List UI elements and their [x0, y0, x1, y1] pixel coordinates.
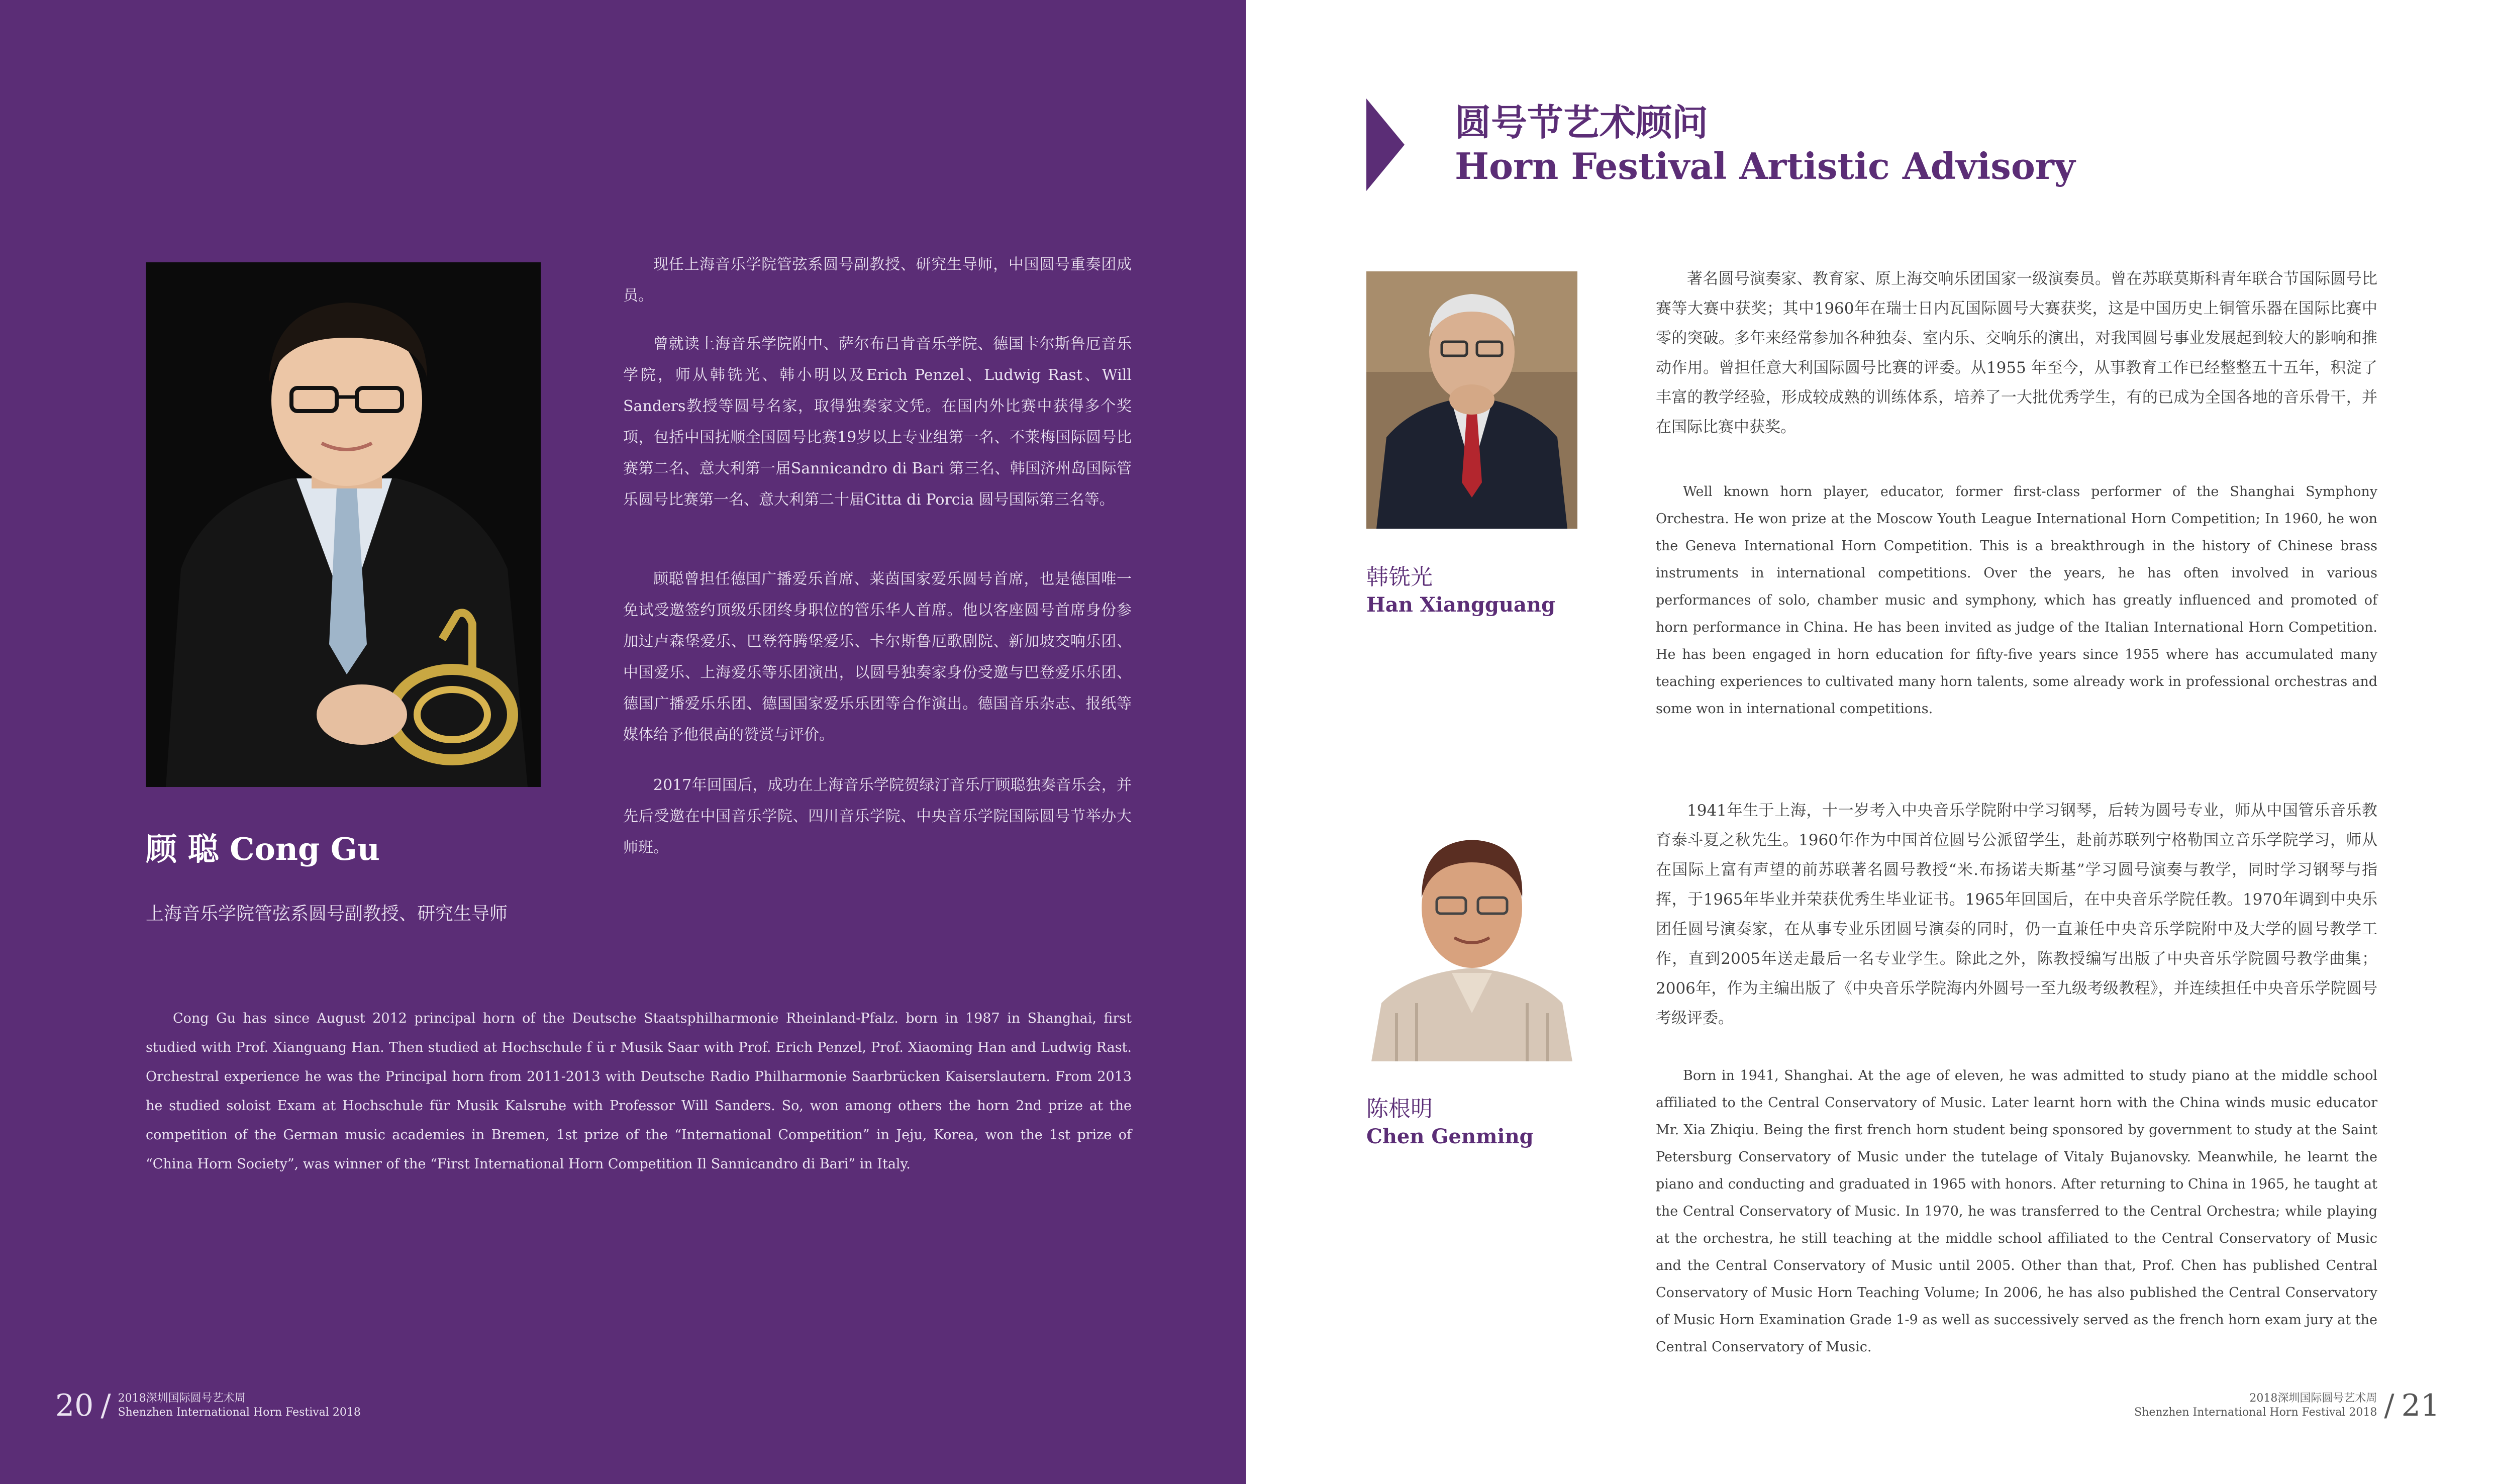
han-xiangguang-cn-paragraph: 著名圆号演奏家、教育家、原上海交响乐团国家一级演奏员。曾在苏联莫斯科青年联合节国际圆号比赛等大赛中获奖；其中1960年在瑞士日内瓦国际圆号大赛获奖，这是中国历史上铜管乐器在国际比赛中零的突破。多年来经常参加各种独奏、室内乐、交响乐的演出，对我国圆号事业发展起到较大的影响和推动作用。曾担任意大利国际圆号比赛的评委。从1955 年至今，从事教育工作已经整整五十五年，积淀了丰富的教学经验，形成较成熟的训练体系，培养了一大批优秀学生，有的已成为全国各地的音乐骨干，并在国际比赛中获奖。 [1656, 270, 2377, 436]
folio-slash: / [101, 1388, 111, 1423]
triangle-arrow-icon [1366, 98, 1405, 191]
cong-gu-cn-paragraph-1: 现任上海音乐学院管弦系圆号副教授、研究生导师，中国圆号重奏团成员。 [623, 256, 1132, 305]
cong-gu-en-paragraph: Cong Gu has since August 2012 principal horn of the Deutsche Staatsphilharmonie Rheinland-Pfalz. born in 1987 in Shanghai, first studied with Prof. Xianguang Han. Then studied at Hochschule f ü r Musik Saar with Prof. Erich Penzel, Prof. Xiaoming Han and Ludwig Rast. Orchestral experience he was the Principal horn from 2011-2013 with Deutsche Radio Philharmonie Saarbrücken Kaiserslautern. From 2013 he studied soloist Exam at Hochschule für Musik Kalsruhe with Professor Will Sanders. So, won among others the horn 2nd prize at the competition of the German music academies in Bremen, 1st prize of the “International Competition” in Jeju, Korea, won the 1st prize of “China Horn Society”, was winner of the “First International Horn Competition Il Sannicandro di Bari” in Italy. [146, 1011, 1132, 1172]
chen-genming-photo [1366, 822, 1577, 1061]
folio-caption [118, 1392, 361, 1420]
right-page [1246, 0, 2493, 1484]
han-xiangguang-name-cn: 韩铣光 [1366, 564, 1433, 590]
cong-gu-cn-paragraph-2: 曾就读上海音乐学院附中、萨尔布吕肯音乐学院、德国卡尔斯鲁厄音乐学院，师从韩铣光、韩小明以及Erich Penzel、Ludwig Rast、Will Sanders教授等圆号名家，取得独奏家文凭。在国内外比赛中获得多个奖项，包括中国抚顺全国圆号比赛19岁以上专业组第一名、不莱梅国际圆号比赛第二名、意大利第一届Sannicandro di Bari 第三名、韩国济州岛国际管乐圆号比赛第一名、意大利第二十届Citta di Porcia 圆号国际第三名等。 [623, 335, 1132, 509]
han-xiangguang-en-paragraph: Well known horn player, educator, former first-class performer of the Shanghai Symphony Orchestra. He won prize at the Moscow Youth League International Horn Competition; In 1960, he won the Geneva International Horn Competition. This is a breakthrough in the history of Chinese brass instruments in international competitions. Over the years, he has often involved in various performances of solo, chamber music and symphony, which has greatly influenced and promoted of horn performance in China. He has been invited as judge of the Italian International Horn Competition. He has been engaged in horn education for fifty-five years since 1955 where has accumulated many teaching experiences to cultivated many horn talents, some already work in professional orchestras and some won in international competitions. [1656, 484, 2377, 717]
chen-genming-name-en: Chen Genming [1366, 1125, 1534, 1148]
cong-gu-name: 顾 聪 Cong Gu [146, 831, 380, 867]
page-number: 21 [2401, 1388, 2440, 1423]
left-page [0, 0, 1246, 1484]
folio-caption-en: Shenzhen International Horn Festival 2018 [2134, 1406, 2377, 1419]
folio-caption [2134, 1392, 2377, 1420]
section-title-cn: 圆号节艺术顾问 [1455, 101, 1709, 144]
left-folio [55, 1388, 361, 1423]
chen-genming-name-cn: 陈根明 [1366, 1096, 1433, 1122]
chen-genming-en-paragraph: Born in 1941, Shanghai. At the age of eleven, he was admitted to study piano at the middle school affiliated to the Central Conservatory of Music. Later learnt horn with the China winds music educator Mr. Xia Zhiqiu. Being the first french horn student being sponsored by government to study at the Saint Petersburg Conservatory of Music under the tutelage of Vitaly Bujanovsky. Meanwhile, he learnt the piano and conducting and graduated in 1965 with honors. After returning to China in 1965, he taught at the Central Conservatory of Music. In 1970, he was transferred to the Central Orchestra; while playing at the orchestra, he still teaching at the middle school affiliated to the Central Conservatory of Music and the Central Conservatory of Music until 2005. Other than that, Prof. Chen has published Central Conservatory of Music Horn Teaching Volume; In 2006, he has also published the Central Conservatory of Music Horn Examination Grade 1-9 as well as successively served as the french horn exam jury at the Central Conservatory of Music. [1656, 1068, 2377, 1355]
folio-caption-en: Shenzhen International Horn Festival 2018 [118, 1406, 361, 1419]
folio-caption-cn: 2018深圳国际圆号艺术周 [118, 1392, 246, 1405]
cong-gu-title: 上海音乐学院管弦系圆号副教授、研究生导师 [146, 904, 508, 924]
section-title-en: Horn Festival Artistic Advisory [1455, 145, 2075, 187]
cong-gu-photo [146, 262, 541, 787]
han-xiangguang-name-en: Han Xiangguang [1366, 593, 1555, 617]
right-folio [2134, 1388, 2440, 1423]
chen-genming-cn-paragraph: 1941年生于上海，十一岁考入中央音乐学院附中学习钢琴，后转为圆号专业，师从中国管乐音乐教育泰斗夏之秋先生。1960年作为中国首位圆号公派留学生，赴前苏联列宁格勒国立音乐学院学习，师从在国际上富有声望的前苏联著名圆号教授“米.布扬诺夫斯基”学习圆号演奏与教学，同时学习钢琴与指挥，于1965年毕业并荣获优秀生毕业证书。1965年回国后，在中央音乐学院任教。1970年调到中央乐团任圆号演奏家，在从事专业乐团圆号演奏的同时，仍一直兼任中央音乐学院附中及大学的圆号教学工作，直到2005年送走最后一名专业学生。除此之外，陈教授编写出版了中央音乐学院圆号教学曲集；2006年，作为主编出版了《中央音乐学院海内外圆号一至九级考级教程》，并连续担任中央音乐学院圆号考级评委。 [1656, 802, 2377, 1027]
folio-caption-cn: 2018深圳国际圆号艺术周 [2249, 1392, 2377, 1405]
cong-gu-cn-paragraph-4: 2017年回国后，成功在上海音乐学院贺绿汀音乐厅顾聪独奏音乐会，并先后受邀在中国音乐学院、四川音乐学院、中央音乐学院国际圆号节举办大师班。 [623, 776, 1132, 856]
cong-gu-cn-paragraph-3: 顾聪曾担任德国广播爱乐首席、莱茵国家爱乐圆号首席，也是德国唯一免试受邀签约顶级乐团终身职位的管乐华人首席。他以客座圆号首席身份参加过卢森堡爱乐、巴登符腾堡爱乐、卡尔斯鲁厄歌剧院、新加坡交响乐团、中国爱乐、上海爱乐等乐团演出，以圆号独奏家身份受邀与巴登爱乐乐团、德国广播爱乐乐团、德国国家爱乐乐团等合作演出。德国音乐杂志、报纸等媒体给予他很高的赞赏与评价。 [623, 570, 1132, 744]
folio-slash: / [2384, 1388, 2395, 1423]
page-number: 20 [55, 1388, 94, 1423]
han-xiangguang-photo [1366, 271, 1577, 529]
